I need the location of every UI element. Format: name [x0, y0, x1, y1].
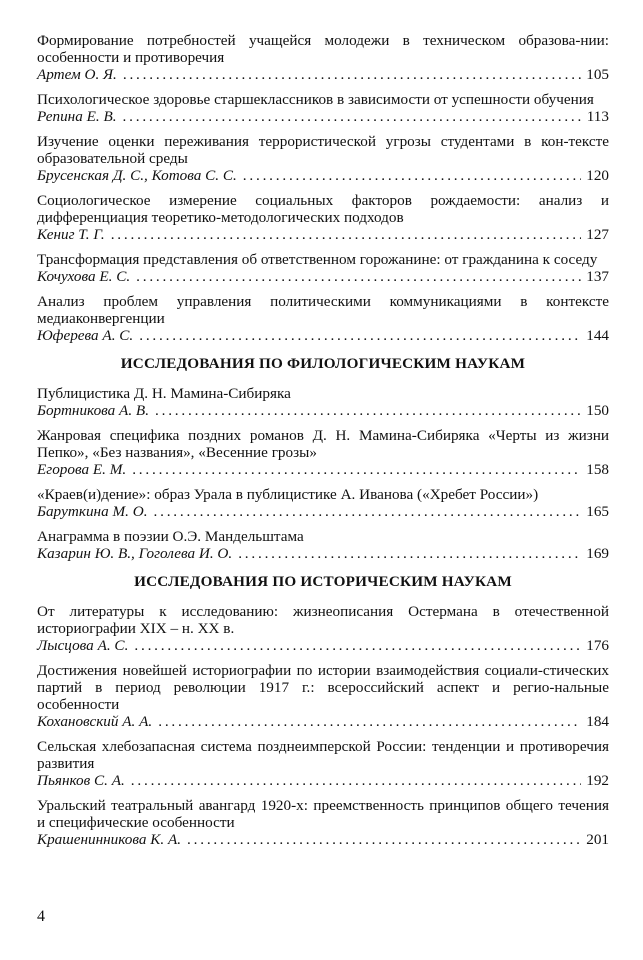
entry-title: Анаграмма в поэзии О.Э. Мандельштама	[37, 528, 304, 545]
entry-title: От литературы к исследованию: жизнеописания Остермана в отечественной историографии XIX – н. XX в.	[37, 603, 609, 637]
entry-author-line	[37, 327, 609, 345]
toc-entry	[37, 738, 609, 790]
toc-entry	[37, 251, 609, 286]
entry-author-line	[37, 402, 609, 420]
entry-title: Трансформация представления об ответственном горожанине: от гражданина к соседу	[37, 251, 598, 268]
entry-author: Брусенская Д. С., Котова С. С.	[37, 167, 237, 184]
entry-title: Социологическое измерение социальных факторов рождаемости: анализ и дифференциация теоретико-методологических подходов	[37, 192, 609, 226]
entry-page-number: 176	[586, 637, 609, 654]
toc-entry	[37, 427, 609, 479]
entry-author: Кохановский А. А.	[37, 713, 153, 730]
entry-page-number: 113	[586, 108, 609, 125]
dot-leader	[155, 402, 581, 420]
entry-page-number: 184	[586, 713, 609, 730]
dot-leader	[187, 831, 581, 849]
entry-author-line	[37, 108, 609, 126]
dot-leader	[111, 226, 581, 244]
entry-author-line	[37, 831, 609, 849]
entry-author: Юферева А. С.	[37, 327, 134, 344]
entry-title: Жанровая специфика поздних романов Д. Н. Мамина-Сибиряка «Черты из жизни Пепко», «Без названия», «Весенние грозы»	[37, 427, 609, 461]
entry-page-number: 201	[586, 831, 609, 848]
entry-page-number: 169	[586, 545, 609, 562]
toc-entry	[37, 32, 609, 84]
dot-leader	[154, 503, 582, 521]
entry-page-number: 150	[586, 402, 609, 419]
dot-leader	[238, 545, 581, 563]
section-heading: ИССЛЕДОВАНИЯ ПО ФИЛОЛОГИЧЕСКИМ НАУКАМ	[120, 355, 526, 372]
toc-section	[37, 32, 609, 345]
entry-title: Сельская хлебозапасная система позднеимперской России: тенденции и противоречия развития	[37, 738, 609, 772]
entry-page-number: 127	[586, 226, 609, 243]
entry-author: Кениг Т. Г.	[37, 226, 105, 243]
entry-author-line	[37, 545, 609, 563]
entry-title: «Краев(и)дение»: образ Урала в публицистике А. Иванова («Хребет России»)	[37, 486, 539, 503]
entry-page-number: 165	[586, 503, 609, 520]
toc-entry	[37, 133, 609, 185]
dot-leader	[134, 637, 581, 655]
entry-title: Изучение оценки переживания террористической угрозы студентами в кон-тексте образовательной среды	[37, 133, 609, 167]
dot-leader	[123, 66, 581, 84]
toc-section	[37, 573, 609, 849]
dot-leader	[243, 167, 581, 185]
entry-author: Бортникова А. В.	[37, 402, 149, 419]
toc-entry	[37, 192, 609, 244]
entry-page-number: 158	[586, 461, 609, 478]
entry-author: Крашенинникова К. А.	[37, 831, 182, 848]
entry-page-number: 192	[586, 772, 609, 789]
dot-leader	[136, 268, 581, 286]
entry-author: Барyткина М. О.	[37, 503, 148, 520]
toc-section	[37, 355, 609, 563]
dot-leader	[139, 327, 581, 345]
entry-title: Формирование потребностей учащейся молодежи в техническом образова-нии: особенности и противоречия	[37, 32, 609, 66]
entry-title: Психологическое здоровье старшеклассников в зависимости от успешности обучения	[37, 91, 594, 108]
entry-title: Уральский театральный авангард 1920-х: преемственность принципов общего течения и специфические особенности	[37, 797, 609, 831]
toc-entry	[37, 91, 609, 126]
entry-page-number: 120	[586, 167, 609, 184]
entry-title: Публицистика Д. Н. Мамина-Сибиряка	[37, 385, 291, 402]
table-of-contents	[37, 32, 609, 856]
entry-page-number: 144	[586, 327, 609, 344]
toc-entry	[37, 486, 609, 521]
toc-entry	[37, 385, 609, 420]
entry-author-line	[37, 637, 609, 655]
entry-author-line	[37, 713, 609, 731]
dot-leader	[158, 713, 581, 731]
toc-entry	[37, 662, 609, 731]
dot-leader	[131, 772, 581, 790]
entry-author: Репина Е. В.	[37, 108, 117, 125]
entry-author: Казарин Ю. В., Гоголева И. О.	[37, 545, 233, 562]
entry-author-line	[37, 268, 609, 286]
entry-title: Достижения новейшей историографии по истории взаимодействия социали-стических партий в период революции 1917 г.: всероссийский аспект и регио-нальные особенности	[37, 662, 609, 713]
entry-page-number: 137	[586, 268, 609, 285]
entry-author: Егорова Е. М.	[37, 461, 127, 478]
entry-author-line	[37, 503, 609, 521]
toc-entry	[37, 293, 609, 345]
entry-author-line	[37, 226, 609, 244]
toc-entry	[37, 603, 609, 655]
section-heading: ИССЛЕДОВАНИЯ ПО ИСТОРИЧЕСКИМ НАУКАМ	[134, 573, 512, 590]
entry-author: Артем О. Я.	[37, 66, 117, 83]
entry-author-line	[37, 167, 609, 185]
toc-entry	[37, 797, 609, 849]
page-number: 4	[37, 908, 45, 925]
dot-leader	[123, 108, 581, 126]
entry-author: Кочухова Е. С.	[37, 268, 131, 285]
entry-title: Анализ проблем управления политическими коммуникациями в контексте медиаконвергенции	[37, 293, 609, 327]
entry-page-number: 105	[586, 66, 609, 83]
toc-entry	[37, 528, 609, 563]
entry-author-line	[37, 66, 609, 84]
entry-author: Лысцова А. С.	[37, 637, 129, 654]
entry-author: Пьянков С. А.	[37, 772, 125, 789]
entry-author-line	[37, 772, 609, 790]
entry-author-line	[37, 461, 609, 479]
dot-leader	[132, 461, 581, 479]
